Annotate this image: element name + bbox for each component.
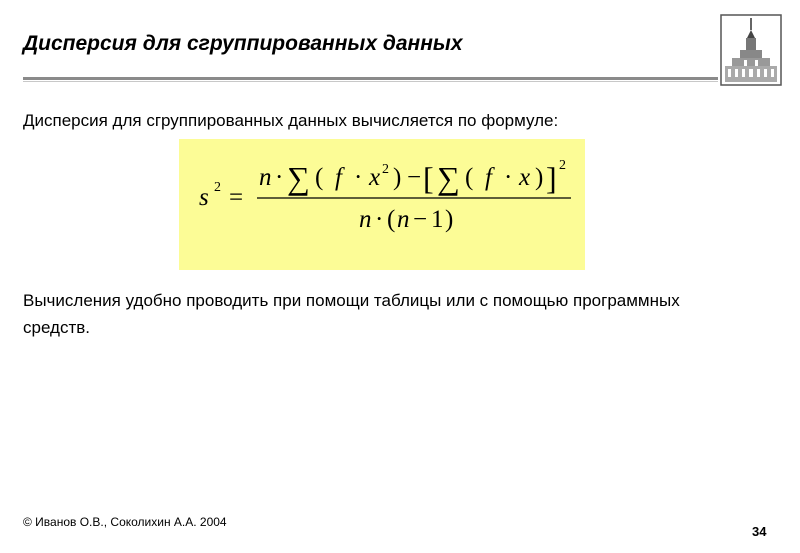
- formula-bracket-open: [: [423, 160, 434, 196]
- title-divider: [23, 77, 718, 80]
- formula-sum-1: ∑: [287, 160, 310, 196]
- body-paragraph: Вычисления удобно проводить при помощи таблицы или с помощью программных средств.: [23, 291, 680, 337]
- formula-sum-2: ∑: [437, 160, 460, 196]
- formula-box: [179, 139, 585, 270]
- intro-text: Дисперсия для сгруппированных данных вычисляется по формуле:: [23, 111, 559, 130]
- page-number: 34: [752, 524, 767, 539]
- formula-den-one: 1: [431, 206, 444, 233]
- formula-equals: =: [229, 184, 244, 211]
- formula-bracket-close: ]: [546, 160, 557, 196]
- formula-lhs-exp: 2: [214, 180, 221, 195]
- formula-exp-2a: 2: [382, 162, 389, 177]
- formula-den-n-2: n: [397, 206, 410, 233]
- formula-paren-close-1: ): [393, 164, 402, 191]
- variance-formula: [179, 139, 585, 270]
- formula-exp-2b: 2: [559, 158, 566, 173]
- formula-dot-2: ·: [354, 164, 363, 191]
- formula-paren-open-2: (: [465, 164, 474, 191]
- university-building-icon: [720, 14, 782, 86]
- formula-dot-3: ·: [504, 164, 513, 191]
- formula-dot-1: ·: [275, 164, 284, 191]
- title-divider-shadow: [23, 81, 718, 82]
- formula-den-paren-open: (: [387, 206, 396, 233]
- formula-lhs-var: s: [199, 184, 209, 211]
- slide-title: Дисперсия для сгруппированных данных: [23, 32, 463, 55]
- formula-minus: −: [407, 164, 422, 191]
- formula-den-paren-close: ): [445, 206, 454, 233]
- formula-num-n: n: [259, 164, 272, 191]
- formula-dot-4: ·: [375, 206, 384, 233]
- formula-paren-open-1: (: [315, 164, 324, 191]
- formula-paren-close-2: ): [535, 164, 544, 191]
- footer-copyright: © Иванов О.В., Соколихин А.А. 2004: [23, 515, 227, 529]
- formula-f-1: f: [335, 164, 342, 191]
- formula-x-1: x: [369, 164, 381, 191]
- formula-den-n-1: n: [359, 206, 372, 233]
- formula-f-2: f: [485, 164, 492, 191]
- formula-x-2: x: [519, 164, 531, 191]
- formula-den-minus: −: [413, 206, 428, 233]
